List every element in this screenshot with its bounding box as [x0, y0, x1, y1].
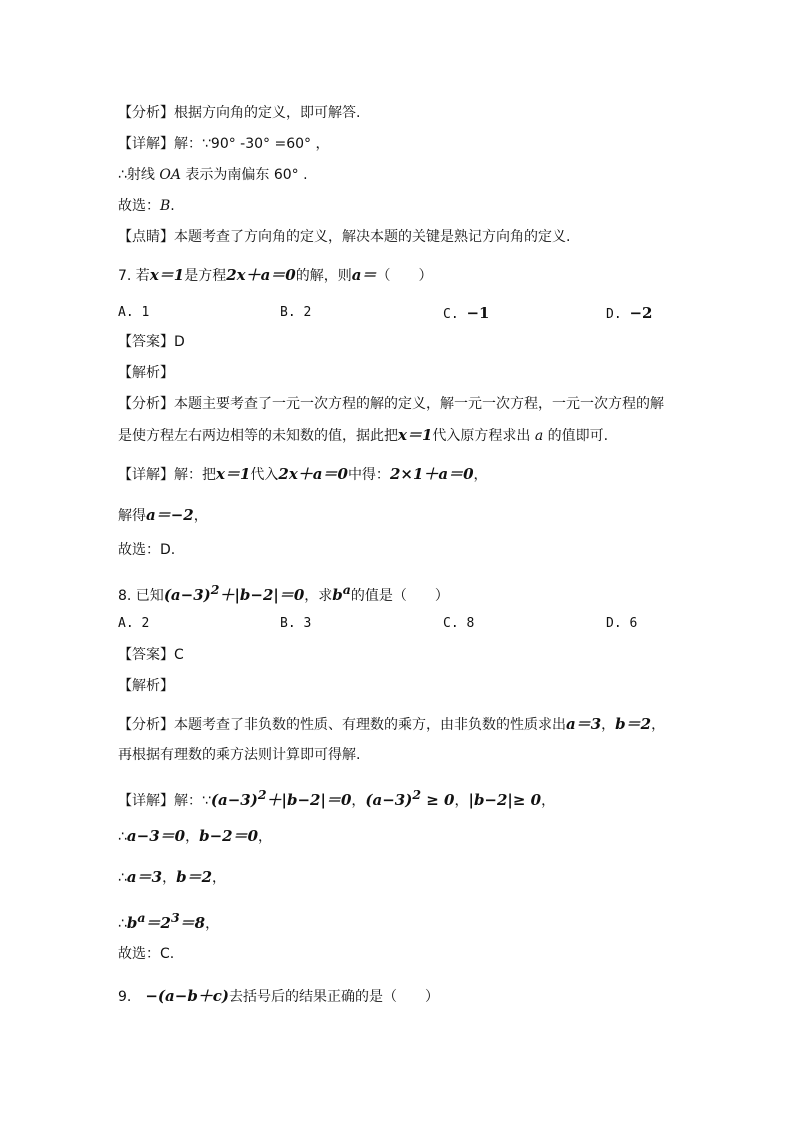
q6-detail: 【详解】解：∵90° -30° =60° ，: [118, 136, 330, 152]
q7-solve: 解得a＝−2，: [118, 506, 208, 524]
q7-option-b: B. 2: [280, 305, 312, 320]
q8-step1: ∴a−3＝0，b−2＝0，: [118, 827, 273, 845]
q8-jiexi: 【解析】: [118, 678, 174, 694]
q7-option-a: A. 1: [118, 305, 150, 320]
q8-detail: 【详解】解：$\because(a-3)^2+|b-2|=0$，$(a-3)^2 \ge 0$，|b−2|≥ 0，: [118, 787, 556, 809]
q7-choice: 故选：D.: [118, 542, 176, 558]
q8-answer: 【答案】C: [118, 647, 184, 663]
q7-analysis-line1: 【分析】本题主要考查了一元一次方程的解的定义，解一元一次方程，一元一次方程的解: [118, 396, 664, 412]
q6-analysis: 【分析】根据方向角的定义，即可解答.: [118, 105, 361, 121]
q8-choice: 故选：C.: [118, 946, 175, 962]
q7-option-d: D. −2: [606, 304, 653, 322]
q8-stem: 8. 已知$(a-3)^2+|b-2|=0$，求$b^a$的值是（ ）: [118, 582, 449, 604]
q7-option-c-math: −1: [466, 304, 490, 322]
q8-step3: $\therefore b^a=2^3=8$，: [118, 910, 220, 932]
q8-option-c: C. 8: [443, 616, 475, 631]
q7-analysis-line2: 是使方程左右两边相等的未知数的值，据此把x＝1代入原方程求出 a 的值即可.: [118, 426, 609, 444]
q7-detail: 【详解】解：把x＝1代入2x＋a＝0中得：2×1＋a＝0，: [118, 465, 488, 483]
q8-analysis-line2: 再根据有理数的乘方法则计算即可得解.: [118, 747, 361, 763]
q7-option-c: C. −1: [443, 304, 490, 322]
q7-stem: 7. 若x＝1是方程2x＋a＝0的解，则a＝（ ）: [118, 266, 433, 284]
q6-choice: 故选：B.: [118, 198, 175, 214]
q8-option-a: A. 2: [118, 616, 150, 631]
q6-therefore: ∴射线 OA 表示为南偏东 60° .: [118, 167, 308, 183]
q7-jiexi: 【解析】: [118, 365, 174, 381]
q6-comment: 【点睛】本题考查了方向角的定义，解决本题的关键是熟记方向角的定义.: [118, 229, 571, 245]
q7-answer: 【答案】D: [118, 334, 185, 350]
q8-step2: ∴a＝3，b＝2，: [118, 868, 227, 886]
q7-option-d-math: −2: [629, 304, 653, 322]
q8-option-d: D. 6: [606, 616, 638, 631]
q8-option-b: B. 3: [280, 616, 312, 631]
q8-analysis-line1: 【分析】本题考查了非负数的性质、有理数的乘方，由非负数的性质求出a＝3，b＝2，: [118, 715, 666, 733]
q9-stem: 9. −(a−b＋c)去括号后的结果正确的是（ ）: [118, 987, 440, 1005]
